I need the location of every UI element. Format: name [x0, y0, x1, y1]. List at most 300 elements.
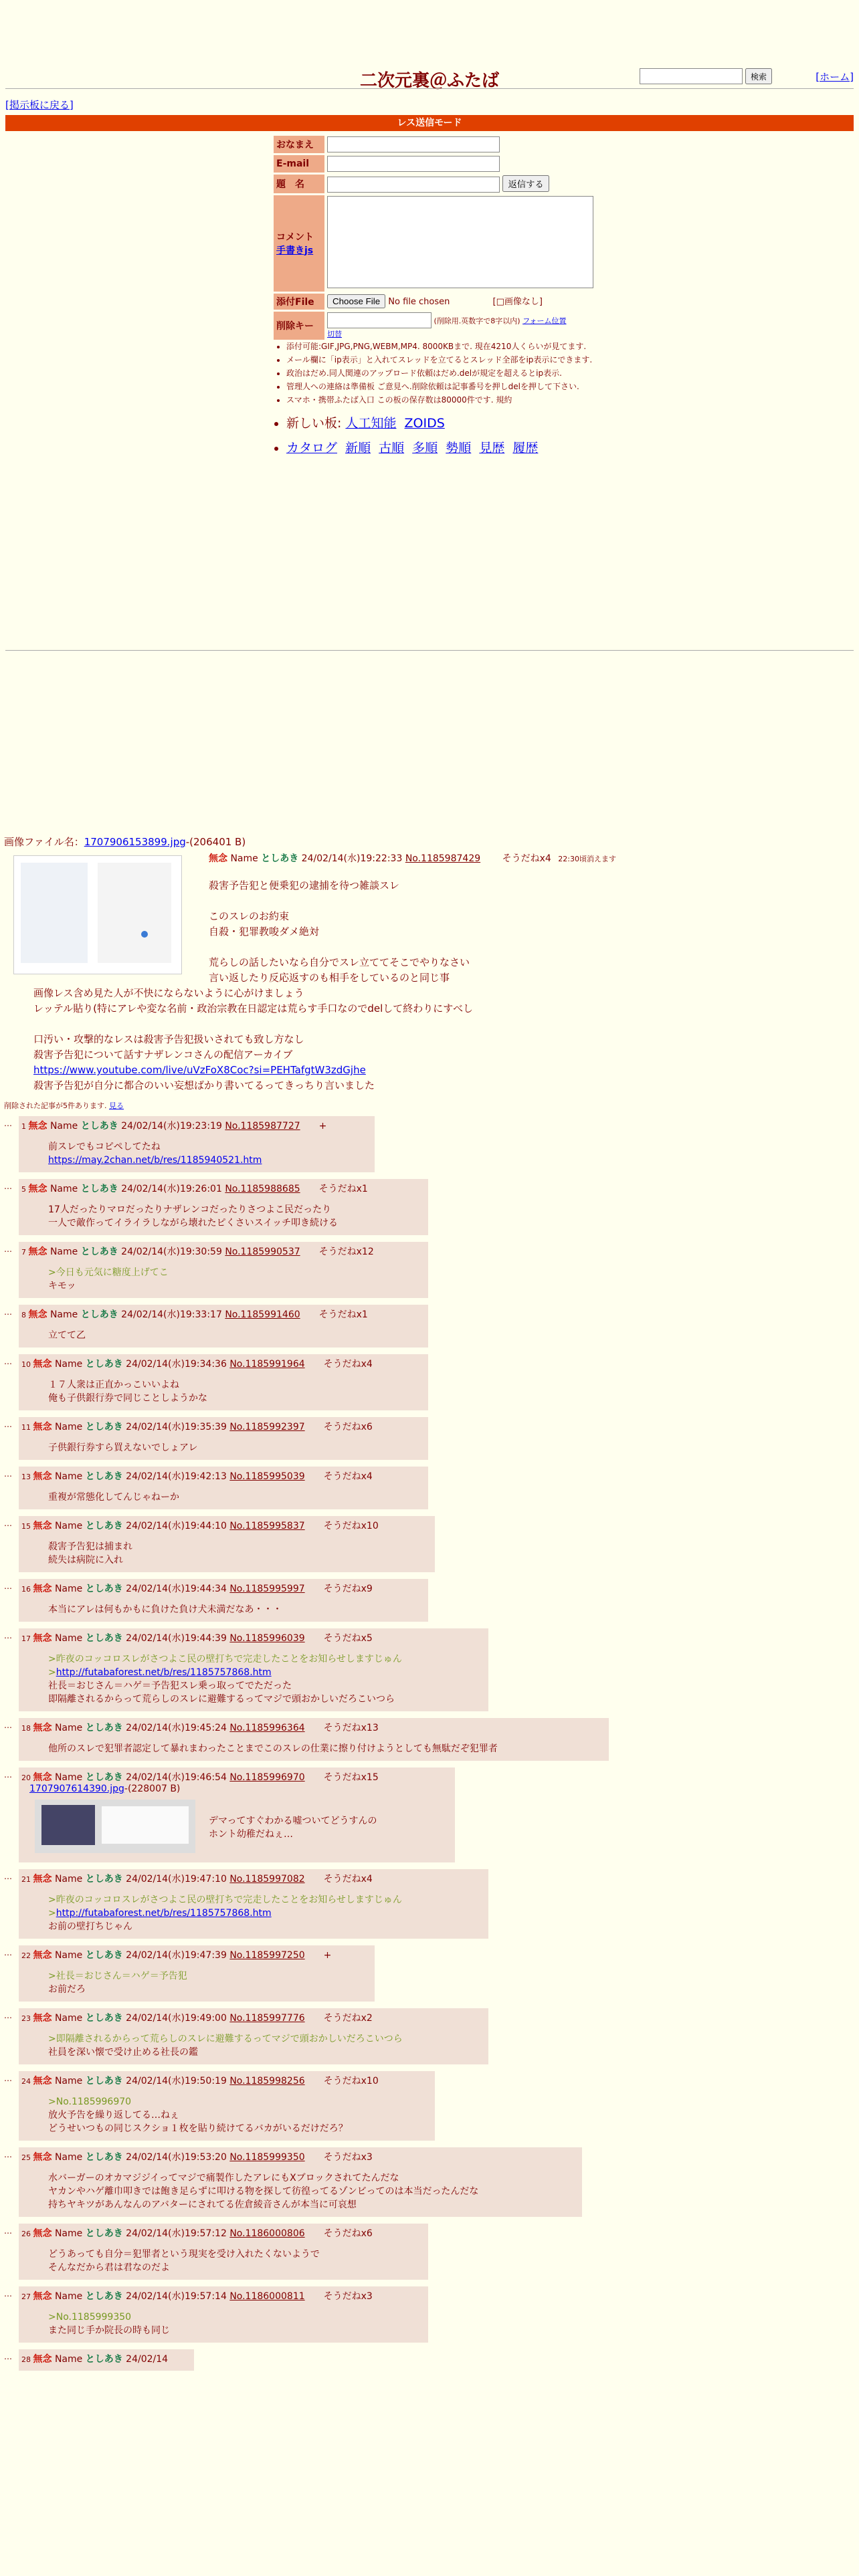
quote-line: >社長＝おじさん＝ハゲ＝予告犯: [48, 1971, 187, 1981]
reply-line: ヤカンやハゲ離巾叩きでは飽き足らずに叩ける物を探して彷徨ってるゾンビってのは本当だったんだな: [48, 2186, 479, 2197]
deleted-note-text: 削除された記事が5件あります.: [4, 1101, 107, 1110]
note-item: • スマホ・携帯ふたば入口 この板の保存数は80000件です. 規約: [286, 395, 621, 406]
search-input[interactable]: [640, 68, 743, 84]
handwrite-link[interactable]: 手書きjs: [276, 245, 314, 256]
reply-sodane[interactable]: そうだねx4: [323, 1359, 373, 1370]
reply-file-link[interactable]: 1707907614390.jpg: [29, 1784, 124, 1794]
reply-index: 26: [21, 2230, 33, 2238]
reply-line: 重複が常態化してんじゃねーか: [48, 1492, 179, 1503]
reply-marker: …: [4, 1245, 12, 1254]
reply-subject: 無念: [33, 2291, 52, 2302]
reply-line: 子供銀行券すら買えないでしょアレ: [48, 1442, 198, 1453]
reply-line: 前スレでもコピペしてたね: [48, 1142, 161, 1152]
reply-sodane[interactable]: そうだねx2: [323, 2013, 373, 2024]
reply-marker: …: [4, 1182, 12, 1191]
reply-post: [4, 1767, 854, 1862]
reply-marker: …: [4, 1721, 12, 1730]
reply-text: [48, 1140, 369, 1167]
reply-post-number[interactable]: No.1185996039: [229, 1633, 305, 1644]
reply-post-number[interactable]: No.1185997082: [229, 1874, 305, 1885]
reply-date: 24/02/14(水)19:34:36: [126, 1359, 227, 1370]
reply-text: [48, 1441, 423, 1455]
form-notes: [274, 341, 621, 408]
reply-index: 16: [21, 1585, 33, 1594]
reply-box: [19, 1467, 428, 1509]
reply-name-label: Name: [54, 1723, 83, 1733]
reply-date: 24/02/14(水)19:49:00: [126, 2013, 227, 2024]
reply-line: 立てて乙: [48, 1330, 86, 1341]
top-search: [640, 68, 772, 84]
reply-author: としあき: [85, 2152, 123, 2163]
board-links: [274, 413, 542, 463]
deleted-note: [4, 1100, 854, 1111]
reply-box: [19, 2071, 435, 2141]
top-bar: [0, 0, 859, 91]
search-button[interactable]: 検索: [745, 68, 772, 84]
op-line: 画像レス含め見た人が不快にならないように心がけましょう: [33, 987, 304, 999]
reply-line: お前の壁打ちじゃん: [48, 1921, 132, 1932]
reply-date: 24/02/14(水)19:47:39: [126, 1950, 227, 1961]
reply-subject: 無念: [33, 1471, 52, 1482]
quote-line: >No.1185996970: [48, 2097, 132, 2107]
reply-post: [4, 1945, 854, 2002]
note-item: • 添付可能:GIF,JPG,PNG,WEBM,MP4. 8000KBまで. 現在4210人くらいが見てます.: [286, 341, 621, 352]
thread: [4, 835, 854, 2377]
reply-link[interactable]: http://futabaforest.net/b/res/1185757868.htm: [56, 1908, 272, 1919]
op-line: 自殺・犯罪教唆ダメ絶対: [209, 926, 320, 938]
reply-sodane[interactable]: そうだねx10: [323, 1521, 379, 1531]
note-item: • 管理人への連絡は準備板 ご意見へ.削除依頼は記事番号を押しdelを押して下さい.: [286, 381, 621, 393]
reply-author: としあき: [80, 1184, 118, 1194]
reply-marker: …: [4, 1631, 12, 1640]
reply-sodane[interactable]: そうだねx4: [323, 1471, 373, 1482]
reply-index: 23: [21, 2014, 33, 2023]
reply-author: としあき: [85, 2228, 123, 2239]
reply-subject: 無念: [33, 1521, 52, 1531]
reply-date: 24/02/14(水)19:47:10: [126, 1874, 227, 1885]
catalog-link[interactable]: カタログ: [286, 441, 338, 455]
reply-sodane[interactable]: +: [318, 1121, 327, 1132]
op-line: [33, 1016, 854, 1032]
reply-text: [48, 1652, 483, 1706]
form-position-link[interactable]: フォーム位置: [522, 316, 567, 325]
reply-box: [19, 1869, 488, 1939]
file-label: 添付File: [274, 294, 324, 310]
reply-name-label: Name: [54, 2228, 83, 2239]
reply-header: [21, 2226, 423, 2240]
op-youtube-link[interactable]: https://www.youtube.com/live/uVzFoX8Coc?si=PEHTafgtW3zdGjhe: [33, 1064, 366, 1076]
op-post: [4, 851, 854, 1111]
reply-header: [21, 1420, 423, 1433]
reply-sodane[interactable]: そうだねx6: [323, 2228, 373, 2239]
reply-name-label: Name: [54, 1874, 83, 1885]
reply-post: [4, 1116, 854, 1172]
reply-text: [48, 1378, 423, 1405]
reply-index: 20: [21, 1774, 33, 1782]
reply-line: 17人だったりマロだったりナザレンコだったりさつよこ民だったり: [48, 1204, 332, 1215]
switch-link[interactable]: 切替: [327, 329, 342, 338]
reply-sodane[interactable]: そうだねx1: [318, 1184, 368, 1194]
reply-name-label: Name: [54, 2291, 83, 2302]
reply-line: ホント幼稚だねぇ…: [209, 1829, 293, 1840]
reply-post-number[interactable]: No.1185995039: [229, 1471, 305, 1482]
reply-index: 27: [21, 2292, 33, 2301]
reply-name-label: Name: [54, 1772, 83, 1783]
reply-index: 7: [21, 1248, 29, 1257]
sort-old-link[interactable]: 古順: [379, 441, 405, 455]
reply-post: [4, 1179, 854, 1235]
comment-label-text: コメント: [276, 231, 314, 243]
reply-file-info: [29, 1784, 450, 1794]
new-boards-label: 新しい板:: [286, 416, 342, 431]
reply-line: 殺害予告犯は捕まれ: [48, 1541, 132, 1552]
sort-new-link[interactable]: 新順: [345, 441, 371, 455]
reply-sodane[interactable]: そうだねx5: [323, 1633, 373, 1644]
subject-input[interactable]: [327, 177, 500, 193]
reply-author: としあき: [85, 1874, 123, 1885]
reply-sodane[interactable]: そうだねx13: [323, 1723, 379, 1733]
reply-post: [4, 1305, 854, 1348]
reply-sodane[interactable]: そうだねx10: [323, 2076, 379, 2086]
reply-subject: 無念: [28, 1247, 47, 1257]
reply-author: としあき: [85, 2291, 123, 2302]
reply-text: [48, 2095, 430, 2135]
quote-line: >今日も元気に糖度上げてこ: [48, 1267, 169, 1278]
reply-post-number[interactable]: No.1185995837: [229, 1521, 305, 1531]
reply-post: [4, 1579, 854, 1622]
op-line: 言い返したり反応返すのも相手をしているのと同じ事: [209, 972, 450, 984]
reply-post-number[interactable]: No.1185999350: [229, 2152, 305, 2163]
op-sodane[interactable]: そうだねx4: [502, 853, 551, 864]
reply-box: [19, 2349, 194, 2371]
reply-header: [21, 1245, 423, 1258]
reply-line: 続失は病院に入れ: [48, 1555, 123, 1566]
reply-post: [4, 1417, 854, 1460]
catalog-links: [286, 438, 542, 456]
reply-post-number[interactable]: No.1185992397: [229, 1422, 305, 1432]
reply-line: 社長＝おじさん＝ハゲ＝予告犯スレ乗っ取ってでただった: [48, 1681, 292, 1691]
reply-line: 持ちヤキツがあんなんのアバターにされてる佐倉綾音さんが本当に可哀想: [48, 2199, 357, 2210]
reply-sodane[interactable]: そうだねx3: [323, 2152, 373, 2163]
reply-marker: …: [4, 1519, 12, 1528]
sort-many-link[interactable]: 多順: [412, 441, 438, 455]
reply-date: 24/02/14: [126, 2354, 169, 2365]
reply-index: 22: [21, 1951, 33, 1960]
reply-post-number[interactable]: No.1185991460: [225, 1309, 300, 1320]
reply-text: [48, 1969, 369, 1996]
reply-post: [4, 2224, 854, 2280]
site-title: 二次元裏＠ふたば: [359, 71, 499, 91]
reply-text: [48, 1893, 483, 1933]
reply-marker: …: [4, 1357, 12, 1366]
reply-author: としあき: [85, 1633, 123, 1644]
reply-sodane[interactable]: そうだねx6: [323, 1422, 373, 1432]
reply-author: としあき: [80, 1121, 118, 1132]
reply-link[interactable]: https://may.2chan.net/b/res/1185940521.htm: [48, 1155, 262, 1166]
reply-post-number[interactable]: No.1185996364: [229, 1723, 305, 1733]
reply-marker: …: [4, 2226, 12, 2236]
reply-line: お前だろ: [48, 1984, 86, 1995]
reply-line: 即隔離されるからって荒らしのスレに避難するってマジで頭おかしいだろこいつら: [48, 1694, 395, 1705]
email-input[interactable]: [327, 156, 500, 172]
op-line: [209, 940, 854, 955]
reply-header: [21, 1182, 423, 1195]
reply-date: 24/02/14(水)19:57:12: [126, 2228, 227, 2239]
reply-text: [48, 2032, 483, 2059]
reply-post-number[interactable]: No.1185997250: [229, 1950, 305, 1961]
history-link[interactable]: 履歴: [512, 441, 539, 455]
reply-date: 24/02/14(水)19:26:01: [121, 1184, 222, 1194]
reply-text: [48, 1203, 423, 1230]
view-history-link[interactable]: 見歴: [479, 441, 505, 455]
quote-line: >No.1185999350: [48, 2312, 132, 2323]
reply-date: 24/02/14(水)19:44:34: [126, 1584, 227, 1594]
reply-name-label: Name: [54, 2152, 83, 2163]
reply-author: としあき: [85, 1584, 123, 1594]
op-name-label: Name: [230, 853, 258, 864]
reply-date: 24/02/14(水)19:46:54: [126, 1772, 227, 1783]
reply-text: [48, 1742, 603, 1755]
reply-text: [48, 2311, 423, 2337]
quote-line: >昨夜のコッコロスレがさつよこ民の壁打ちで完走したことをお知らせしますじゅん: [48, 1895, 402, 1905]
reply-header: [21, 1582, 423, 1595]
name-label: おなまえ: [274, 136, 324, 153]
reply-marker: …: [4, 1420, 12, 1429]
reply-date: 24/02/14(水)19:23:19: [121, 1121, 222, 1132]
reply-author: としあき: [85, 1359, 123, 1370]
reply-box: [19, 1116, 375, 1172]
op-line: レッテル貼り(特にアレや変な名前・政治宗教在日認定は荒らす手口なのでdelして終わりにすべし: [33, 1002, 473, 1014]
back-to-board-link[interactable]: [掲示板に戻る]: [5, 99, 74, 111]
reply-author: としあき: [85, 2076, 123, 2086]
reply-line: 俺も子供銀行券で同じことしようかな: [48, 1393, 207, 1404]
reply-line: どうあっても自分＝犯罪者という現実を受け入れたくないようで: [48, 2249, 320, 2260]
reply-line: 水バーガーのオカマジジイってマジで痛製作したアレにもXブロックされてたんだな: [48, 2173, 399, 2183]
reply-subject: 無念: [33, 1633, 52, 1644]
reply-post: [4, 1467, 854, 1509]
note-item: • 政治はだめ.同人関連のアップロード依頼はだめ.delが規定を超えるとip表示.: [286, 368, 621, 379]
reply-line: 一人で敵作ってイライラしながら壊れたピくさいスイッチ叩き続ける: [48, 1218, 339, 1228]
reply-post: [4, 2008, 854, 2064]
board-link-zoids[interactable]: ZOIDS: [404, 416, 445, 431]
reply-subject: 無念: [33, 2076, 52, 2086]
reply-marker: …: [4, 1469, 12, 1479]
reply-thumbnail[interactable]: [35, 1800, 195, 1853]
reply-file-size: -(228007 B): [124, 1784, 181, 1794]
comment-label: [274, 195, 324, 292]
reply-link[interactable]: http://futabaforest.net/b/res/1185757868.htm: [56, 1667, 272, 1678]
quote-line: >http://futabaforest.net/b/res/1185757868.htm: [48, 1667, 272, 1678]
op-header: [209, 851, 854, 865]
note-item: • メール欄に「ip表示」と入れてスレッドを立てるとスレッド全部をip表示にできます.: [286, 354, 621, 366]
reply-subject: 無念: [33, 2152, 52, 2163]
section-divider: [5, 650, 854, 651]
reply-post-number[interactable]: No.1185996970: [229, 1772, 305, 1783]
reply-date: 24/02/14(水)19:50:19: [126, 2076, 227, 2086]
reply-post-number[interactable]: No.1186000811: [229, 2291, 305, 2302]
reply-text: [48, 1540, 430, 1567]
reply-name-label: Name: [54, 2354, 83, 2365]
reply-box: [19, 2147, 582, 2217]
reply-marker: …: [4, 1770, 12, 1780]
reply-subject: 無念: [33, 1772, 52, 1783]
reply-post: [4, 1242, 854, 1298]
file-status: No file chosen: [388, 297, 450, 307]
reply-marker: …: [4, 1948, 12, 1957]
reply-marker: …: [4, 2074, 12, 2083]
reply-header: [21, 1119, 369, 1132]
reply-date: 24/02/14(水)19:33:17: [121, 1309, 222, 1320]
reply-post: [4, 2147, 854, 2217]
reply-post: [4, 2071, 854, 2141]
reply-subject: 無念: [28, 1121, 47, 1132]
reply-post-number[interactable]: No.1185987727: [225, 1121, 300, 1132]
reply-line: キモッ: [48, 1281, 76, 1291]
op-file-size: -(206401 B): [185, 836, 246, 848]
reply-sodane[interactable]: そうだねx12: [318, 1247, 374, 1257]
op-line: 殺害予告犯と便乗犯の逮捕を待つ雑談スレ: [209, 879, 400, 891]
reply-marker: …: [4, 2011, 12, 2020]
reply-marker: …: [4, 1119, 12, 1128]
reply-marker: …: [4, 1307, 12, 1317]
deleted-show-link[interactable]: 見る: [109, 1101, 124, 1110]
reply-date: 24/02/14(水)19:44:10: [126, 1521, 227, 1531]
reply-author: としあき: [80, 1247, 118, 1257]
reply-subject: 無念: [28, 1309, 47, 1320]
reply-name-label: Name: [50, 1309, 78, 1320]
reply-post-number[interactable]: No.1185990537: [225, 1247, 300, 1257]
reply-marker: …: [4, 1582, 12, 1591]
reply-name-label: Name: [54, 1584, 83, 1594]
op-post-number[interactable]: No.1185987429: [405, 853, 481, 864]
reply-line: 社員を深い懐で受け止める社長の鑑: [48, 2047, 198, 2058]
reply-post-number[interactable]: No.1186000806: [229, 2228, 305, 2239]
reply-box: [19, 2008, 488, 2064]
reply-sodane[interactable]: そうだねx3: [323, 2291, 373, 2302]
name-input[interactable]: [327, 136, 500, 152]
reply-post: [4, 1718, 854, 1761]
op-file-label: 画像ファイル名：: [4, 836, 84, 848]
reply-header: [21, 2289, 423, 2302]
reply-header: [21, 1948, 369, 1961]
reply-author: としあき: [85, 2013, 123, 2024]
reply-post-number[interactable]: No.1185997776: [229, 2013, 305, 2024]
reply-text: [48, 1491, 423, 1504]
subject-label: 題 名: [274, 175, 324, 193]
reply-header: [21, 1469, 423, 1483]
reply-index: 18: [21, 1724, 33, 1733]
reply-subject: 無念: [33, 1950, 52, 1961]
op-link-line: [33, 1063, 854, 1078]
reply-sodane[interactable]: そうだねx15: [323, 1772, 379, 1783]
post-form: [272, 134, 596, 342]
submit-button[interactable]: 返信する: [502, 175, 549, 192]
reply-date: 24/02/14(水)19:35:39: [126, 1422, 227, 1432]
reply-index: 24: [21, 2077, 33, 2086]
op-thumbnail[interactable]: [13, 855, 182, 974]
reply-post-number[interactable]: No.1185995997: [229, 1584, 305, 1594]
op-line: [209, 893, 854, 909]
reply-sodane[interactable]: そうだねx1: [318, 1309, 368, 1320]
reply-post-number[interactable]: No.1185998256: [229, 2076, 305, 2086]
reply-subject: 無念: [28, 1184, 47, 1194]
reply-name-label: Name: [54, 1633, 83, 1644]
reply-post-number[interactable]: No.1185988685: [225, 1184, 300, 1194]
reply-box: [19, 1579, 428, 1622]
reply-header: [21, 2011, 483, 2024]
reply-line: デマってすぐわかる嘘ついてどうすんの: [209, 1816, 377, 1826]
reply-header: [21, 1631, 483, 1644]
op-line: 殺害予告犯が自分に都合のいい妄想ばかり書いてるってきっちり言いました: [33, 1079, 375, 1091]
reply-box: [19, 1417, 428, 1460]
reply-author: としあき: [85, 1422, 123, 1432]
reply-subject: 無念: [33, 2354, 52, 2365]
reply-box: [19, 2224, 428, 2280]
reply-author: としあき: [85, 1723, 123, 1733]
reply-box: [19, 1767, 455, 1862]
reply-box: [19, 1242, 428, 1298]
reply-name-label: Name: [50, 1121, 78, 1132]
reply-text: [48, 2171, 577, 2212]
reply-date: 24/02/14(水)19:42:13: [126, 1471, 227, 1482]
reply-header: [21, 1307, 423, 1321]
reply-header: [21, 2150, 577, 2163]
no-image-checkbox[interactable]: [□画像なし]: [492, 297, 543, 307]
reply-index: 17: [21, 1634, 33, 1643]
reply-line: 放火予告を繰り返してる…ねぇ: [48, 2110, 179, 2121]
reply-date: 24/02/14(水)19:45:24: [126, 1723, 227, 1733]
quote-line: >即隔離されるからって荒らしのスレに避難するってマジで頭おかしいだろこいつら: [48, 2034, 403, 2044]
sort-momentum-link[interactable]: 勢順: [446, 441, 472, 455]
reply-sodane[interactable]: そうだねx4: [323, 1874, 373, 1885]
comment-textarea[interactable]: [327, 196, 593, 288]
reply-date: 24/02/14(水)19:57:14: [126, 2291, 227, 2302]
reply-name-label: Name: [54, 1359, 83, 1370]
reply-header: [21, 2352, 189, 2365]
op-line: 荒らしの話したいなら自分でスレ立ててそこでやりなさい: [209, 956, 470, 968]
op-text-tail: [33, 986, 854, 1093]
reply-post-number[interactable]: No.1185991964: [229, 1359, 305, 1370]
reply-author: としあき: [85, 1471, 123, 1482]
reply-author: としあき: [80, 1309, 118, 1320]
reply-subject: 無念: [33, 1359, 52, 1370]
reply-name-label: Name: [50, 1247, 78, 1257]
reply-line: また同じ手か院長の時も同じ: [48, 2325, 170, 2336]
reply-header: [21, 1357, 423, 1370]
choose-file-button[interactable]: Choose File: [327, 294, 385, 308]
reply-box: [19, 2286, 428, 2343]
reply-subject: 無念: [33, 2013, 52, 2024]
reply-index: 11: [21, 1423, 33, 1432]
reply-index: 13: [21, 1473, 33, 1481]
op-file-link[interactable]: 1707906153899.jpg: [84, 836, 186, 848]
delkey-input[interactable]: [327, 312, 432, 328]
reply-index: 8: [21, 1311, 29, 1319]
reply-name-label: Name: [54, 1950, 83, 1961]
reply-post: [4, 1869, 854, 1939]
op-expire: 22:30頃消えます: [558, 855, 616, 863]
reply-box: [19, 1305, 428, 1348]
home-link[interactable]: [ホーム]: [816, 71, 854, 83]
email-label: E-mail: [274, 155, 324, 173]
board-link-ai[interactable]: 人工知能: [345, 416, 397, 431]
op-subject: 無念: [209, 853, 227, 864]
reply-sodane[interactable]: そうだねx9: [323, 1584, 373, 1594]
reply-sodane[interactable]: +: [323, 1950, 332, 1961]
reply-line: そんなだから君は君なのだよ: [48, 2262, 170, 2273]
reply-box: [19, 1179, 428, 1235]
quote-line: >http://futabaforest.net/b/res/1185757868.htm: [48, 1908, 272, 1919]
